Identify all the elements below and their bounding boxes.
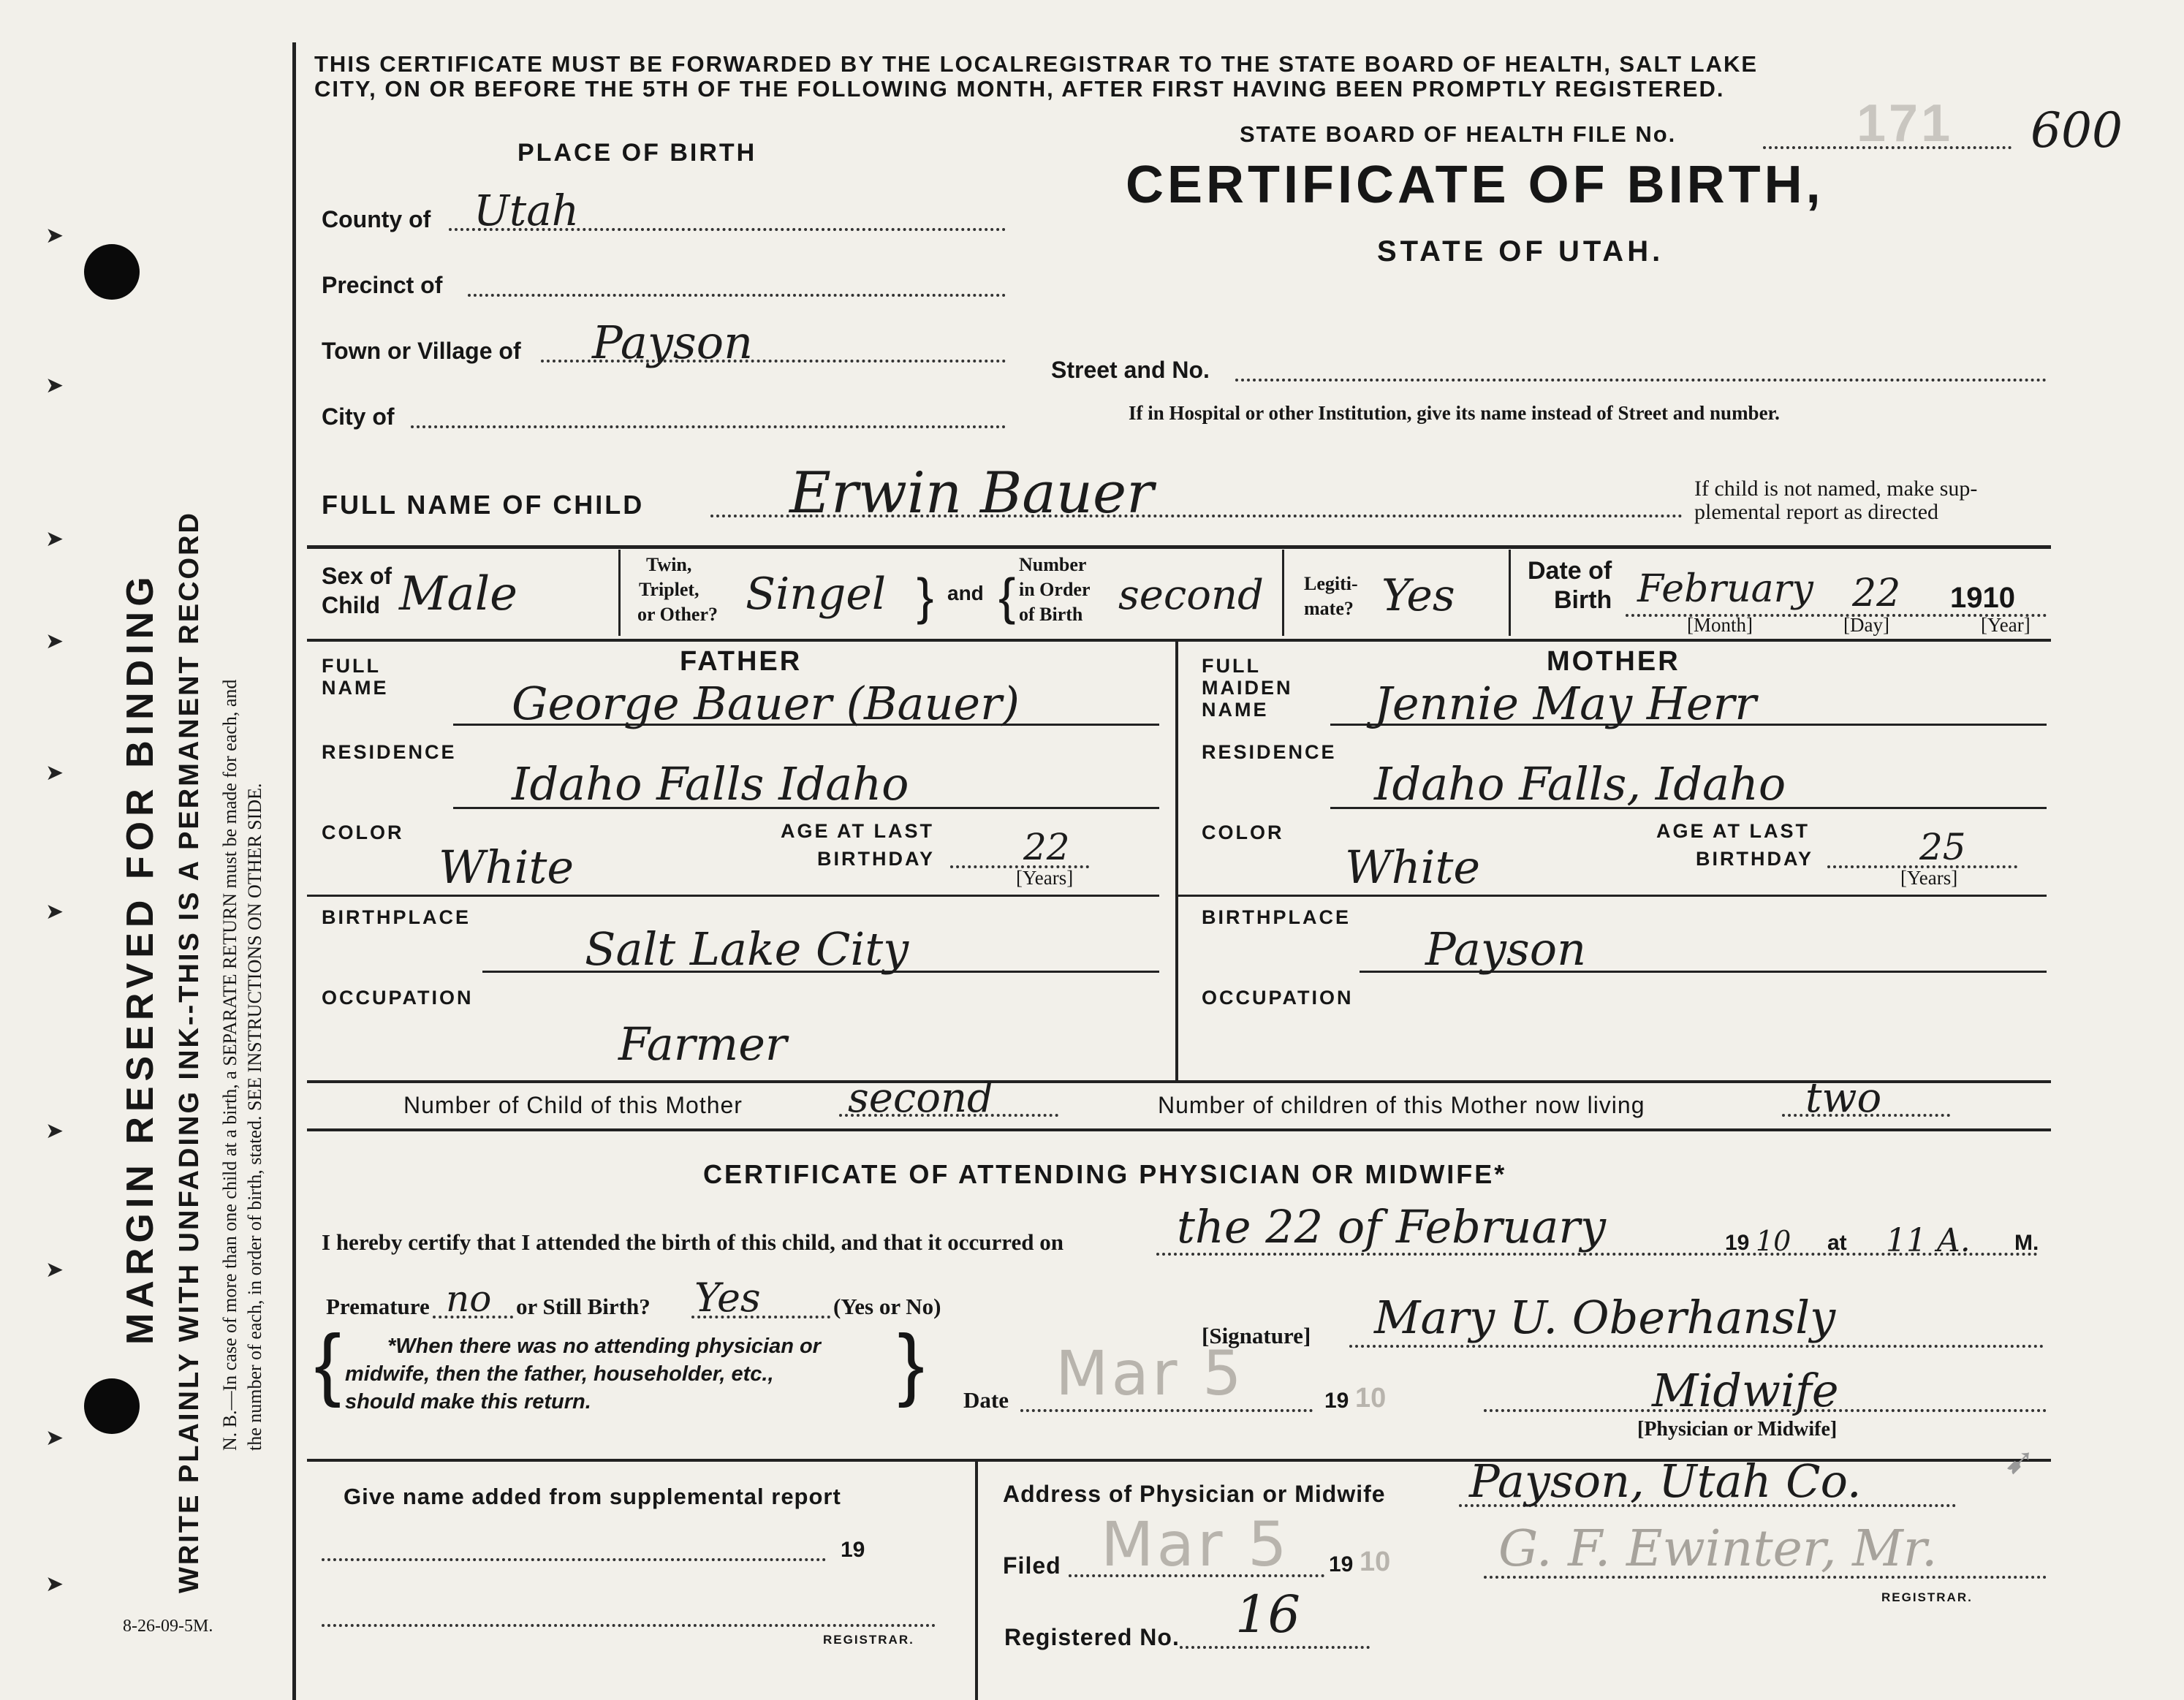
unnamed-note-line1: If child is not named, make sup- [1694,477,1978,501]
mother-residence-value: Idaho Falls, Idaho [1374,757,1786,811]
yes-no-label: (Yes or No) [833,1294,941,1319]
father-color-line [307,895,1159,897]
order-label-1: Number [1019,554,1087,575]
father-occupation-value: Farmer [618,1017,787,1071]
rule-above-physician [307,1128,2051,1131]
registered-no-label: Registered No. [1004,1624,1180,1650]
child-name-value: Erwin Bauer [789,460,1154,526]
margin-scribble-icon: ➹ [2004,1441,2035,1481]
filed-stamp: Mar 5 [1101,1509,1290,1580]
father-years-caption: [Years] [1016,867,1074,889]
form-code: 8-26-09-5M. [123,1617,213,1636]
registrar-caption: REGISTRAR. [1881,1590,1973,1604]
rule-below-parents [307,1080,2051,1083]
supplemental-year-prefix: 19 [841,1538,865,1562]
city-line [411,425,1006,428]
father-birthplace-value: Salt Lake City [585,922,909,976]
edge-mark: ➤ [45,1572,64,1596]
note-line1: *When there was no attending physician or [387,1335,821,1358]
father-occupation-label: OCCUPATION [322,987,474,1009]
date-year-prefix: 19 [1324,1389,1349,1413]
supplemental-registrar-caption: REGISTRAR. [823,1633,914,1647]
mother-occupation-label: OCCUPATION [1202,987,1354,1009]
order-label-2: in Order [1019,579,1091,600]
nb-note-line2: the number of each, in order of birth, stated. SEE INSTRUCTIONS ON OTHER SIDE. [244,783,265,1451]
twin-value: Singel [746,569,887,620]
mother-residence-label: RESIDENCE [1202,741,1337,763]
note-line2: midwife, then the father, householder, etc., [345,1362,774,1386]
parents-divider [1175,642,1178,1080]
father-residence-label: RESIDENCE [322,741,457,763]
mother-color-label: COLOR [1202,821,1284,843]
father-age-label-1: AGE AT LAST [781,820,934,842]
mother-name-label-2: MAIDEN [1202,677,1293,699]
occurred-year-prefix: 19 [1725,1231,1750,1255]
children-living-value: two [1805,1074,1882,1122]
edge-mark: ➤ [45,629,64,653]
twin-brace: } [917,568,934,625]
sex-value: Male [399,567,518,621]
address-value: Payson, Utah Co. [1469,1454,1862,1508]
street-line [1235,379,2047,382]
child-row-divider [618,550,621,636]
mother-color-value: White [1345,840,1481,894]
order-value: second [1118,572,1264,619]
twin-label-2: Triplet, [639,579,699,600]
rule-below-child-row [307,639,2051,642]
binding-hole-top [84,244,140,300]
note-brace-left: { [314,1318,341,1408]
filing-divider [975,1462,978,1700]
occurred-on-value: the 22 of February [1177,1200,1607,1253]
supplemental-line [322,1558,826,1561]
signature-line [1349,1345,2044,1348]
premature-value: no [446,1278,492,1320]
father-name-value: George Bauer (Bauer) [512,677,1020,730]
role-value: Midwife [1652,1364,1839,1417]
child-name-label: FULL NAME OF CHILD [322,490,645,520]
dob-label-2: Birth [1554,586,1612,614]
legit-label-2: mate? [1304,598,1354,619]
physician-heading: CERTIFICATE OF ATTENDING PHYSICIAN OR MIDWIFE* [703,1159,1507,1189]
time-value: 11 A. [1886,1222,1971,1259]
edge-mark: ➤ [45,527,64,551]
role-caption: [Physician or Midwife] [1637,1418,1838,1441]
edge-mark: ➤ [45,1119,64,1143]
month-caption: [Month] [1687,614,1753,636]
and-label: and [947,582,984,604]
date-stamp: Mar 5 [1055,1337,1245,1409]
margin-reserved-text: MARGIN RESERVED FOR BINDING [119,572,162,1345]
permanent-record-text: WRITE PLAINLY WITH UNFADING INK--THIS IS A PERMANENT RECORD [174,511,205,1593]
supplemental-label: Give name added from supplemental report [344,1484,841,1509]
place-of-birth-heading: PLACE OF BIRTH [517,139,757,167]
twin-label-1: Twin, [646,554,692,575]
sex-label-2: Child [322,592,380,618]
father-residence-value: Idaho Falls Idaho [512,757,909,811]
supplemental-registrar-line [322,1624,936,1627]
dob-year: 1910 [1950,582,2015,614]
town-label: Town or Village of [322,338,521,364]
mother-heading: MOTHER [1547,646,1680,677]
dob-label-1: Date of [1528,557,1612,585]
certificate-title: CERTIFICATE OF BIRTH, [1126,156,1824,214]
legit-label-1: Legiti- [1304,573,1358,594]
filed-label: Filed [1003,1552,1061,1579]
at-label: at [1827,1231,1847,1255]
filed-year-prefix: 19 [1329,1552,1354,1576]
edge-mark: ➤ [45,224,64,248]
child-row-divider [1509,550,1511,636]
child-number-label: Number of Child of this Mother [403,1092,743,1118]
occurred-year-suffix: 10 [1756,1225,1791,1257]
mother-name-label-3: NAME [1202,699,1269,721]
mother-name-label-1: FULL [1202,655,1261,677]
mother-name-value: Jennie May Herr [1374,677,1756,730]
edge-mark: ➤ [45,761,64,785]
father-color-label: COLOR [322,821,404,843]
children-living-label: Number of children of this Mother now living [1158,1092,1645,1118]
still-birth-label: or Still Birth? [516,1294,651,1319]
year-caption: [Year] [1981,614,2031,636]
registered-no-value: 16 [1235,1585,1301,1644]
file-no-label: STATE BOARD OF HEALTH FILE No. [1240,121,1677,147]
order-label-3: of Birth [1019,604,1083,625]
edge-mark: ➤ [45,1426,64,1450]
hospital-note: If in Hospital or other Institution, give its name instead of Street and number. [1129,402,1780,424]
edge-mark: ➤ [45,900,64,924]
date-year-suffix: 10 [1355,1383,1387,1413]
signature-value: Mary U. Oberhansly [1374,1291,1836,1344]
mother-age-label-2: BIRTHDAY [1696,848,1814,870]
town-value: Payson [592,316,753,369]
mother-age-label-1: AGE AT LAST [1656,820,1810,842]
mother-years-caption: [Years] [1900,867,1958,889]
precinct-line [468,294,1006,297]
m-label: M. [2014,1231,2039,1255]
father-heading: FATHER [680,646,803,677]
edge-mark: ➤ [45,1258,64,1282]
unnamed-note-line2: plemental report as directed [1694,500,1939,524]
mother-birthplace-value: Payson [1425,922,1586,976]
note-line3: should make this return. [345,1390,591,1413]
mother-birthplace-label: BIRTHPLACE [1202,906,1351,928]
father-age-label-2: BIRTHDAY [817,848,936,870]
filed-year-suffix: 10 [1360,1547,1391,1577]
address-label: Address of Physician or Midwife [1003,1481,1386,1507]
file-no-stamp: 171 [1857,94,1954,153]
state-of-utah: STATE OF UTAH. [1377,235,1664,267]
registrar-signature: G. F. Ewinter, Mr. [1498,1520,1938,1578]
father-name-label-2: NAME [322,677,389,699]
certify-text: I hereby certify that I attended the birth of this child, and that it occurred on [322,1229,1063,1255]
precinct-label: Precinct of [322,272,443,298]
father-age-value: 22 [1023,826,1070,868]
county-value: Utah [474,186,580,235]
premature-label: Premature [326,1294,430,1319]
mother-age-value: 25 [1919,826,1966,868]
father-name-label-1: FULL [322,655,381,677]
father-color-value: White [439,840,575,894]
form-left-border [292,42,296,1700]
signature-label: [Signature] [1202,1323,1311,1348]
city-label: City of [322,403,395,430]
registered-no-line [1180,1646,1370,1649]
mother-color-line [1178,895,2047,897]
date-label: Date [963,1387,1009,1413]
rule-above-child-row [307,545,2051,549]
order-brace: { [998,568,1016,625]
forwarding-notice-line2: CITY, ON OR BEFORE THE 5TH OF THE FOLLOWING MONTH, AFTER FIRST HAVING BEEN PROMPTLY REGISTERED. [314,76,1725,102]
edge-mark: ➤ [45,373,64,398]
legit-value: Yes [1381,570,1455,621]
file-no-handwritten: 600 [2031,102,2123,159]
child-number-value: second [848,1074,993,1122]
forwarding-notice-line1: THIS CERTIFICATE MUST BE FORWARDED BY THE LOCALREGISTRAR TO THE STATE BOARD OF HEALTH, SALT LAKE [314,51,1759,77]
child-row-divider [1282,550,1284,636]
dob-day: 22 [1852,572,1901,615]
nb-note-line1: N. B.—In case of more than one child at a birth, a SEPARATE RETURN must be made for each, and [219,679,240,1451]
day-caption: [Day] [1843,614,1889,636]
still-birth-value: Yes [694,1275,761,1321]
binding-hole-bottom [84,1378,140,1434]
note-brace-right: } [898,1318,925,1408]
father-birthplace-label: BIRTHPLACE [322,906,471,928]
county-label: County of [322,206,431,232]
dob-month: February [1637,567,1813,611]
street-label: Street and No. [1051,357,1210,383]
twin-label-3: or Other? [637,604,718,625]
date-line [1020,1409,1313,1412]
sex-label-1: Sex of [322,563,393,589]
